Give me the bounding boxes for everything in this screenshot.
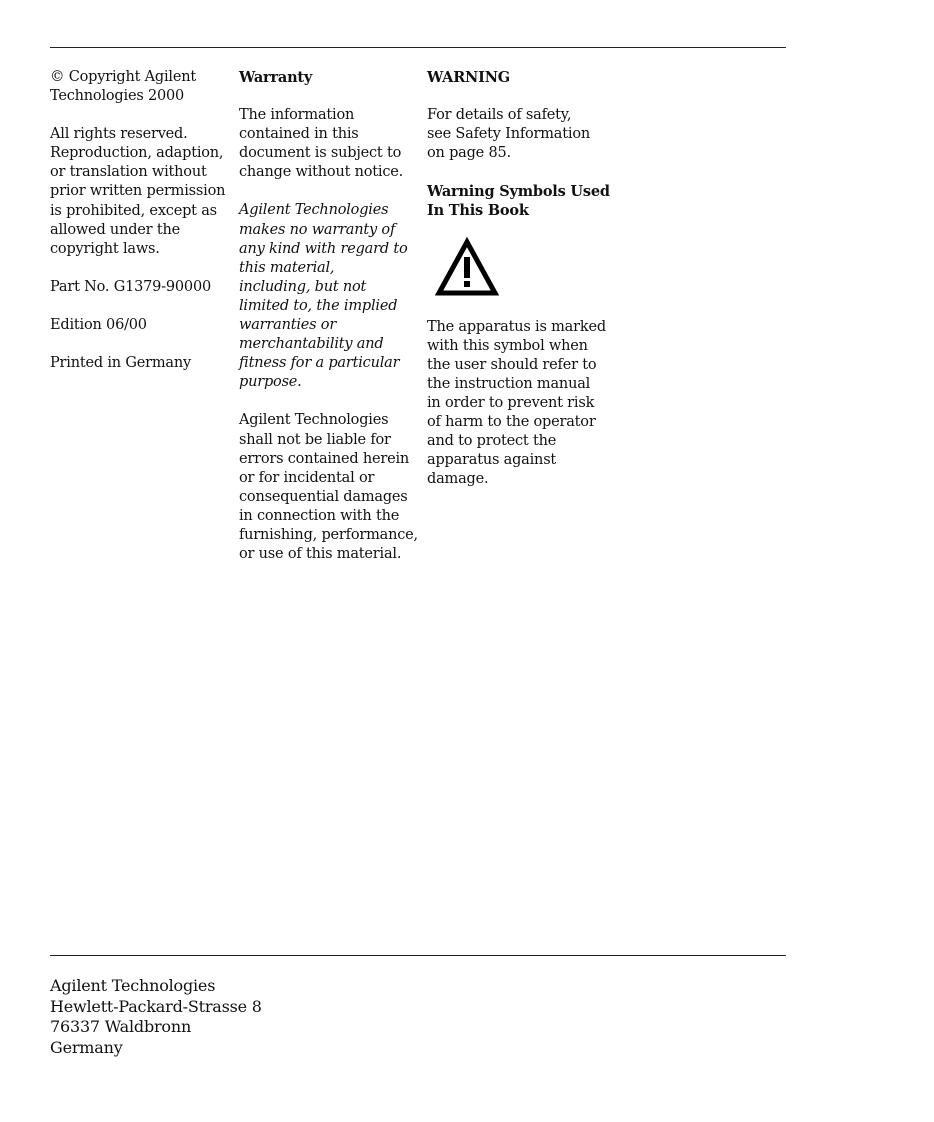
warning-para-1: For details of safety, see Safety Information on page 85. — [427, 107, 590, 162]
street-address: Hewlett-Packard-Strasse 8 — [50, 996, 262, 1016]
company-name: Agilent Technologies — [50, 976, 216, 995]
postal-city: 76337 Waldbronn — [50, 1017, 192, 1037]
warning-symbols-subheading: Warning Symbols Used In This Book — [427, 183, 610, 220]
warranty-para-2: Agilent Technologies makes no warranty of any kind with regard to this material, including, but not limited to, the implied warranties or merchantability and fitness for a particular purpose. — [239, 202, 408, 391]
part-number: Part No. G1379-90000 — [50, 278, 212, 295]
warning-column — [427, 68, 627, 508]
copyright-notice: © Copyright Agilent Technologies 2000 — [50, 69, 197, 105]
warning-triangle-icon — [435, 237, 499, 297]
warranty-column — [239, 68, 419, 583]
warning-para-2: The apparatus is marked with this symbol when the user should refer to the instruction manual in order to prevent risk of harm to the operator and to protect the apparatus against damage. — [427, 318, 606, 488]
warning-heading: WARNING — [427, 69, 510, 86]
warranty-para-3: Agilent Technologies shall not be liable for errors contained herein or for incidental or consequential damages in connection with the furnishing, performance, or use of this material. — [239, 412, 418, 563]
copyright-column — [50, 68, 230, 392]
edition: Edition 06/00 — [50, 316, 147, 333]
top-rule — [50, 47, 786, 48]
rights-notice: All rights reserved. Reproduction, adaption, or translation without prior written permission is prohibited, except as allowed under the copyright laws. — [50, 126, 226, 257]
warranty-heading: Warranty — [239, 69, 313, 86]
warranty-para-1: The information contained in this document is subject to change without notice. — [239, 107, 404, 181]
printed-in: Printed in Germany — [50, 355, 191, 372]
company-address — [50, 976, 262, 1059]
bottom-rule — [50, 955, 786, 956]
country: Germany — [50, 1038, 123, 1058]
